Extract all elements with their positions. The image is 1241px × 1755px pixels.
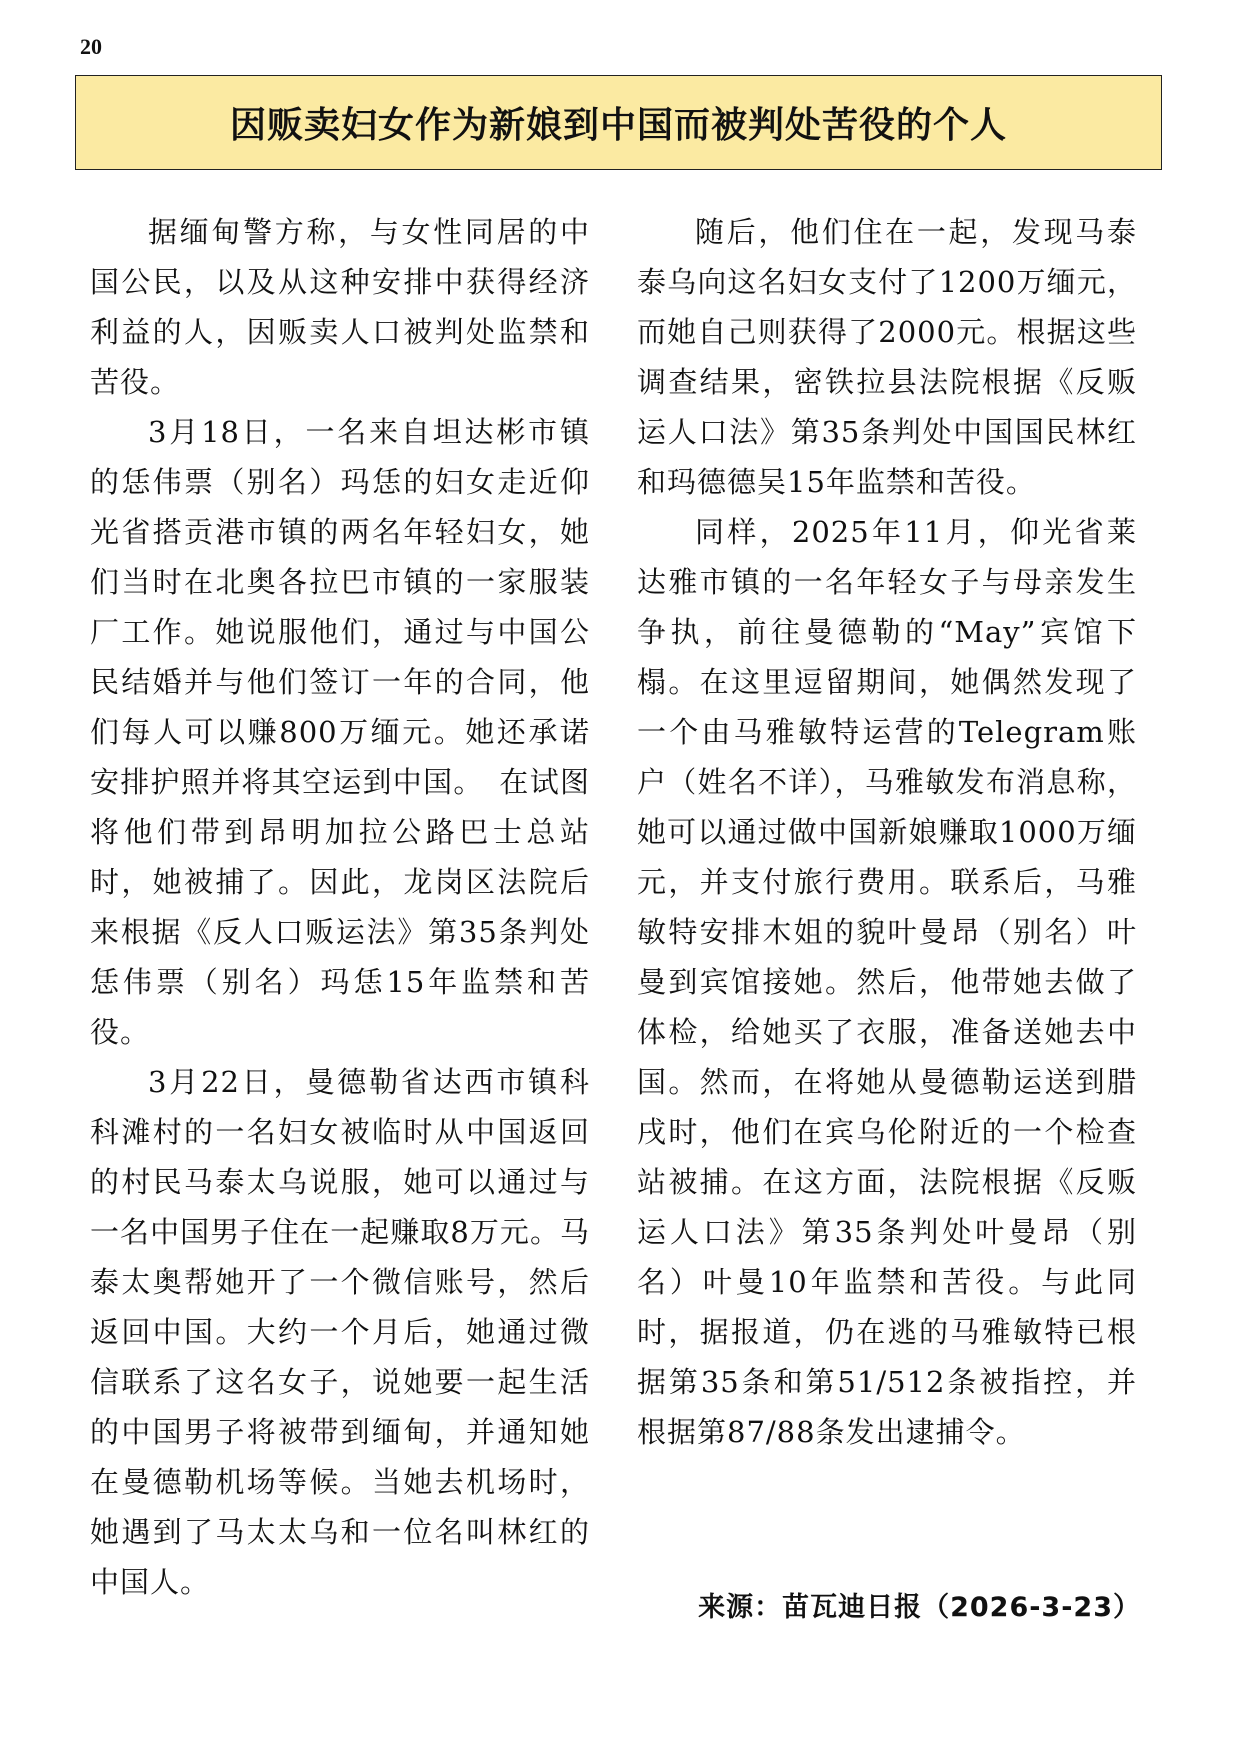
paragraph: 据缅甸警方称，与女性同居的中国公民，以及从这种安排中获得经济利益的人，因贩卖人口被判处监禁和苦役。 bbox=[90, 215, 590, 399]
paragraph: 3月18日，一名来自坦达彬市镇的恁伟票（别名）玛恁的妇女走近仰光省搭贡港市镇的两名年轻妇女，她们当时在北奥各拉巴市镇的一家服装厂工作。她说服他们，通过与中国公民结婚并与他们签订一年的合同，他们每人可以赚800万缅元。她还承诺安排护照并将其空运到中国。 在试图将他们带到昂明加拉公路巴士总站时，她被捕了。因此，龙岗区法院后来根据《反人口贩运法》第35条判处恁伟票（别名）玛恁15年监禁和苦役。 bbox=[90, 415, 590, 1049]
left-column bbox=[90, 207, 590, 1607]
source-attribution: 来源：苗瓦迪日报（2026-3-23） bbox=[698, 1592, 1141, 1623]
title-banner bbox=[75, 75, 1162, 170]
paragraph: 3月22日，曼德勒省达西市镇科科滩村的一名妇女被临时从中国返回的村民马泰太乌说服，她可以通过与一名中国男子住在一起赚取8万元。马泰太奥帮她开了一个微信账号，然后返回中国。大约一个月后，她通过微信联系了这名女子，说她要一起生活的中国男子将被带到缅甸，并通知她在曼德勒机场等候。当她去机场时，她遇到了马太太乌和一位名叫林红的中国人。 bbox=[90, 1065, 590, 1599]
page-number: 20 bbox=[80, 34, 102, 59]
article-title: 因贩卖妇女作为新娘到中国而被判处苦役的个人 bbox=[229, 105, 1007, 146]
paragraph: 随后，他们住在一起，发现马泰泰乌向这名妇女支付了1200万缅元，而她自己则获得了2000元。根据这些调查结果，密铁拉县法院根据《反贩运人口法》第35条判处中国国民林红和玛德德吴15年监禁和苦役。 bbox=[637, 215, 1137, 499]
right-column bbox=[637, 207, 1137, 1457]
paragraph: 同样，2025年11月，仰光省莱达雅市镇的一名年轻女子与母亲发生争执，前往曼德勒的“May”宾馆下榻。在这里逗留期间，她偶然发现了一个由马雅敏特运营的Telegram账户（姓名不详），马雅敏发布消息称，她可以通过做中国新娘赚取1000万缅元，并支付旅行费用。联系后，马雅敏特安排木姐的貌叶曼昂（别名）叶曼到宾馆接她。然后，他带她去做了体检，给她买了衣服，准备送她去中国。然而，在将她从曼德勒运送到腊戌时，他们在宾乌伦附近的一个检查站被捕。在这方面，法院根据《反贩运人口法》第35条判处叶曼昂（别名）叶曼10年监禁和苦役。与此同时，据报道，仍在逃的马雅敏特已根据第35条和第51/512条被指控，并根据第87/88条发出逮捕令。 bbox=[637, 515, 1137, 1449]
